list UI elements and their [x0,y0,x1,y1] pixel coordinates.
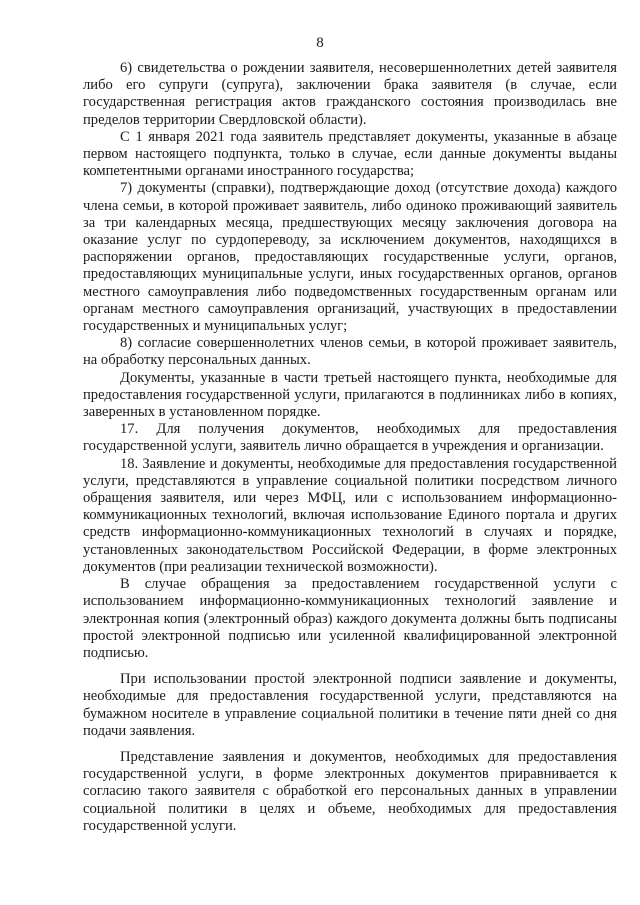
document-body [83,60,617,835]
paragraph-18: 18. Заявление и документы, необходимые для предоставления государственной услуги, представляются в управление социальной политики посредством личного обращения заявителя, или через МФЦ, или с использованием информационно-коммуникационных технологий, включая использование Единого портала и других средств информационно-коммуникационных технологий в случаях и порядке, установленных законодательством Российской Федерации, в форме электронных документов (при реализации технической возможности). [83,455,617,575]
page-number: 8 [316,35,324,51]
paragraph-item-8: 8) согласие совершеннолетних членов семьи, в которой проживает заявитель, на обработку персональных данных. [83,335,617,369]
paragraph-electronic-signature: В случае обращения за предоставлением государственной услуги с использованием информационно-коммуникационных технологий заявление и электронная копия (электронный образ) каждого документа должны быть подписаны простой электронной подписью или усиленной квалифицированной электронной подписью. [83,576,617,661]
paragraph-simple-signature: При использовании простой электронной подписи заявление и документы, необходимые для предоставления государственной услуги, представляются на бумажном носителе в управление социальной политики в течение пяти дней со дня подачи заявления. [83,671,617,739]
paragraph-foreign-documents: С 1 января 2021 года заявитель представляет документы, указанные в абзаце первом настоящего подпункта, только в случае, если данные документы выданы компетентными органами иностранного государства; [83,128,617,180]
paragraph-item-7: 7) документы (справки), подтверждающие доход (отсутствие дохода) каждого члена семьи, в которой проживает заявитель, либо одиноко проживающий заявитель за три календарных месяца, предшествующих месяцу заключения договора на оказание услуг по сурдопереводу, за исключением документов, находящихся в распоряжении органов, предоставляющих государственные услуги, органов, предоставляющих муниципальные услуги, иных государственных органов, органов местного самоуправления либо подведомственных государственным органам или органам местного самоуправления организаций, участвующих в предоставлении государственных и муниципальных услуг; [83,180,617,335]
paragraph-item-6: 6) свидетельства о рождении заявителя, несовершеннолетних детей заявителя либо его супруги (супруга), заключении брака заявителя (в случае, если государственная регистрация актов гражданского состояния производилась вне пределов территории Свердловской области). [83,60,617,128]
paragraph-17: 17. Для получения документов, необходимых для предоставления государственной услуги, заявитель лично обращается в учреждения и организации. [83,421,617,455]
paragraph-documents-copies: Документы, указанные в части третьей настоящего пункта, необходимые для предоставления государственной услуги, прилагаются в подлинниках либо в копиях, заверенных в установленном порядке. [83,369,617,421]
paragraph-consent: Представление заявления и документов, необходимых для предоставления государственной услуги, в форме электронных документов приравнивается к согласию такого заявителя с обработкой его персональных данных в управлении социальной политики в целях и объеме, необходимых для предоставления государственной услуги. [83,748,617,834]
